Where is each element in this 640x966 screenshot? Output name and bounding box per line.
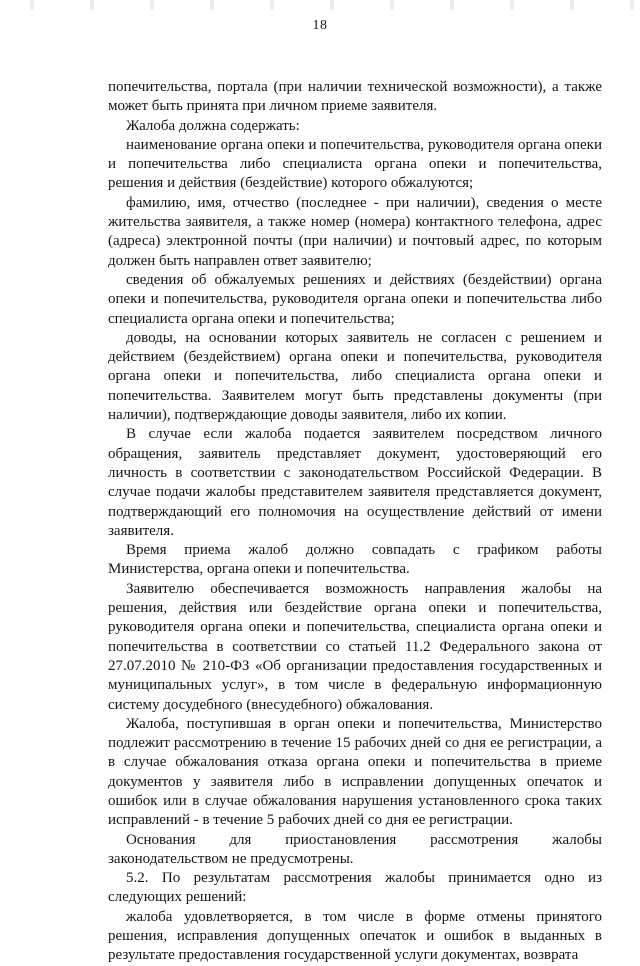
paragraph: Основания для приостановления рассмотрения жалобы законодательством не предусмотрены. (108, 831, 602, 867)
paragraph: Жалоба должна содержать: (126, 117, 300, 134)
paragraph: Время приема жалоб должно совпадать с графиком работы Министерства, органа опеки и попечительства. (108, 542, 602, 578)
paragraph: 5.2. По результатам рассмотрения жалобы принимается одно из следующих решений: (108, 870, 602, 906)
document-body (108, 78, 602, 966)
scan-edge-strip (0, 0, 640, 10)
paragraph: доводы, на основании которых заявитель не согласен с решением и действием (бездействием) органа опеки и попечительства, руководителя органа опеки и попечительства, либо специалиста органа опеки и попечительства. Заявителем могут быть представлены документы (при наличии), подтверждающие доводы заявителя, либо их копии. (108, 329, 602, 424)
paragraph: В случае если жалоба подается заявителем посредством личного обращения, заявитель представляет документ, удостоверяющий его личность в соответствии с законодательством Российской Федерации. В случае подачи жалобы представителем заявителя представляется документ, подтверждающий его полномочия на осуществление действий от имени заявителя. (108, 426, 602, 539)
paragraph: фамилию, имя, отчество (последнее - при наличии), сведения о месте жительства заявителя, а также номер (номера) контактного телефона, адрес (адреса) электронной почты (при наличии) и почтовый адрес, по которым должен быть направлен ответ заявителю; (108, 194, 602, 269)
paragraph: Жалоба, поступившая в орган опеки и попечительства, Министерство подлежит рассмотрению в течение 15 рабочих дней со дня ее регистрации, а в случае обжалования отказа органа опеки и попечительства в приеме документов у заявителя либо в исправлении допущенных опечаток и ошибок или в случае обжалования нарушения установленного срока таких исправлений - в течение 5 рабочих дней со дня ее регистрации. (108, 715, 602, 829)
paragraph: сведения об обжалуемых решениях и действиях (бездействии) органа опеки и попечительства, руководителя органа опеки и попечительства либо специалиста органа опеки и попечительства; (108, 271, 602, 327)
paragraph: жалоба удовлетворяется, в том числе в форме отмены принятого решения, исправления допущенных опечаток и ошибок в выданных в результате предоставления государственной услуги документах, возврата (108, 908, 602, 964)
paragraph: Заявителю обеспечивается возможность направления жалобы на решения, действия или бездействие органа опеки и попечительства, руководителя органа опеки и попечительства, специалиста органа опеки и попечительства в соответствии со статьей 11.2 Федерального закона от 27.07.2010 № 210-ФЗ «Об организации предоставления государственных и муниципальных услуг», в том числе в федеральную информационную систему досудебного (внесудебного) обжалования. (108, 580, 602, 713)
paragraph: наименование органа опеки и попечительства, руководителя органа опеки и попечительства либо специалиста органа опеки и попечительства, решения и действия (бездействие) которого обжалуются; (108, 136, 602, 192)
page-number: 18 (312, 18, 328, 33)
paragraph: попечительства, портала (при наличии технической возможности), а также может быть принята при личном приеме заявителя. (108, 79, 602, 115)
